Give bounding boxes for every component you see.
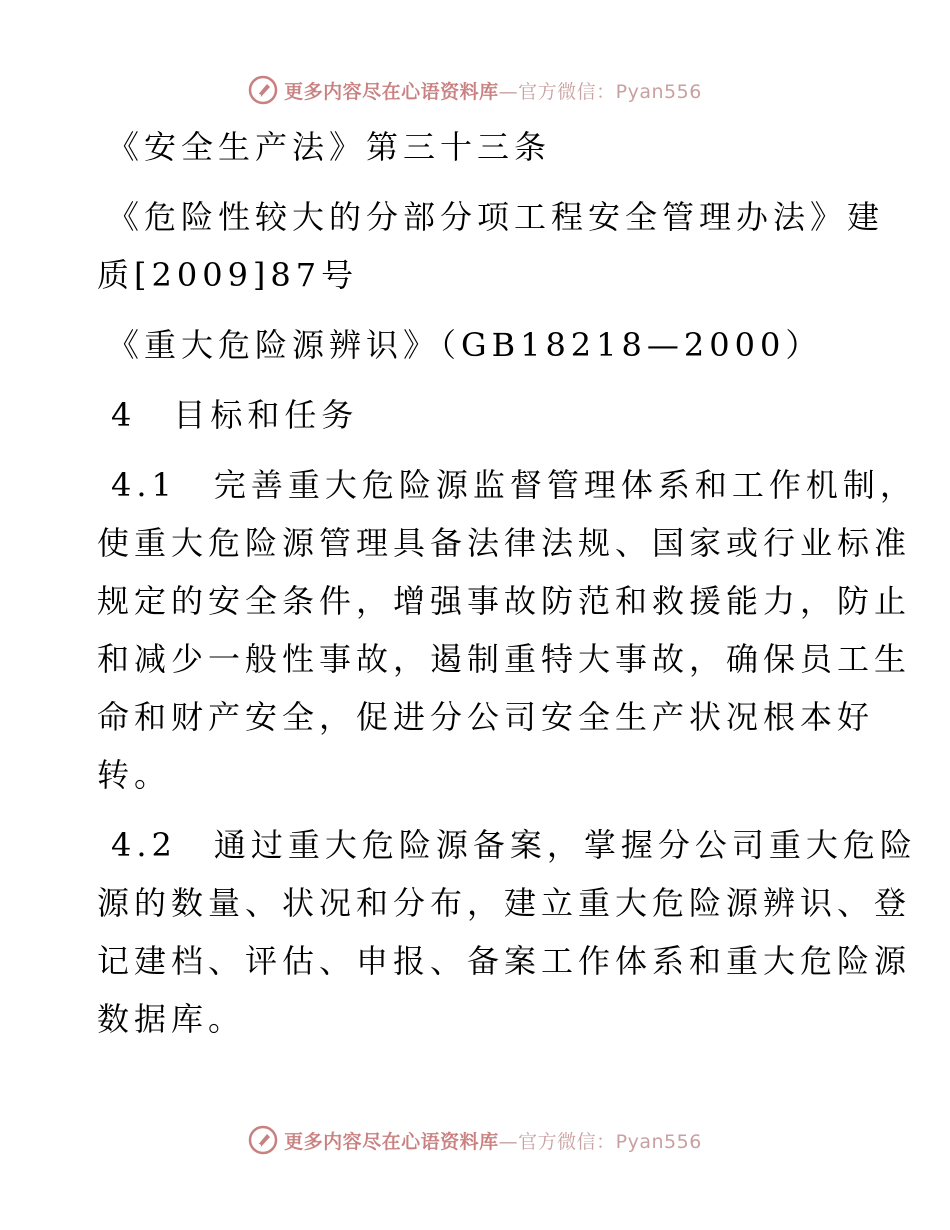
header-watermark [0, 70, 950, 110]
watermark-text [284, 1127, 702, 1154]
reference-dangerous-works-line1: 《危险性较大的分部分项工程安全管理办法》建 [107, 198, 885, 236]
item-4-1-line: 规定的安全条件，增强事故防范和救援能力，防止 [97, 582, 912, 620]
document-body [97, 118, 917, 1048]
item-4-1-line: 4.1 完善重大危险源监督管理体系和工作机制， [111, 466, 917, 504]
reference-dangerous-works-line2: 质[2009]87号 [97, 256, 359, 294]
item-4-1-line: 转。 [97, 756, 172, 794]
item-4-2-line: 源的数量、状况和分布，建立重大危险源辨识、登 [97, 884, 912, 922]
reference-safety-law: 《安全生产法》第三十三条 [107, 128, 552, 166]
watermark-main: 更多内容尽在心语资料库 [284, 80, 499, 103]
watermark-text [284, 77, 702, 104]
item-4-2-line: 记建档、评估、申报、备案工作体系和重大危险源 [97, 942, 912, 980]
item-4-1-line: 命和财产安全，促进分公司安全生产状况根本好 [97, 698, 875, 736]
item-4-1-line: 使重大危险源管理具备法律法规、国家或行业标准 [97, 524, 912, 562]
watermark-separator: — [498, 80, 519, 103]
watermark-sub: 官方微信：Pyan556 [518, 80, 702, 103]
footer-watermark [0, 1120, 950, 1160]
watermark-separator: — [498, 1130, 519, 1153]
section-4-heading: 4 目标和任务 [111, 396, 359, 434]
reference-hazard-identification: 《重大危险源辨识》（GB18218—2000） [107, 326, 823, 364]
item-4-2-line: 数据库。 [97, 1000, 246, 1038]
pen-nib-circle-icon [248, 1125, 278, 1155]
pen-nib-circle-icon [248, 75, 278, 105]
item-4-2-line: 4.2 通过重大危险源备案，掌握分公司重大危险 [111, 826, 917, 864]
watermark-sub: 官方微信：Pyan556 [518, 1130, 702, 1153]
item-4-1-line: 和减少一般性事故，遏制重特大事故，确保员工生 [97, 640, 912, 678]
watermark-main: 更多内容尽在心语资料库 [284, 1130, 499, 1153]
